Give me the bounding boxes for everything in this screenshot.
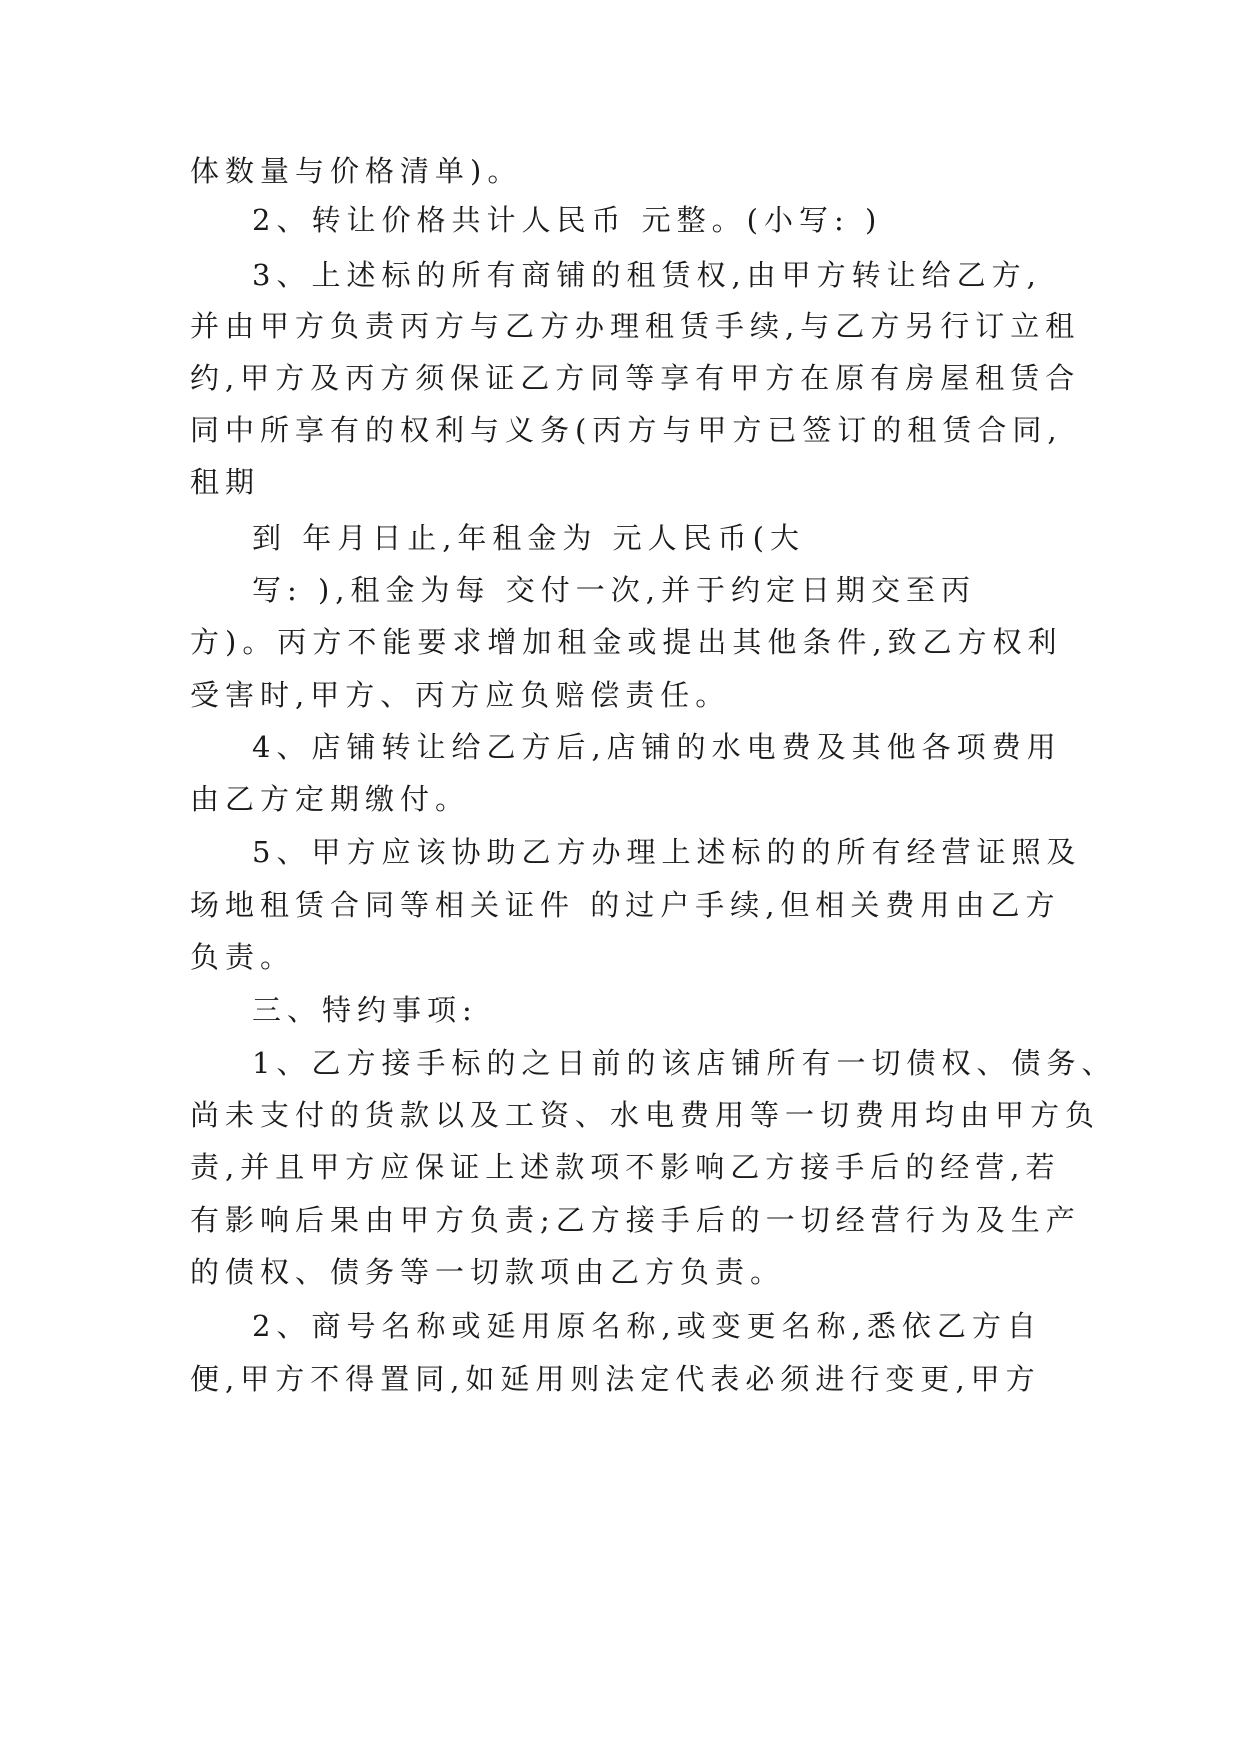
text-line: 2、商号名称或延用原名称,或变更名称,悉依乙方自 — [252, 1309, 1042, 1343]
text-line: 体数量与价格清单)。 — [190, 154, 523, 188]
text-line: 场地租赁合同等相关证件 的过户手续,但相关费用由乙方 — [190, 888, 1061, 922]
text-line: 由乙方定期缴付。 — [190, 782, 471, 816]
text-line: 租期 — [190, 465, 261, 499]
text-line: 约,甲方及丙方须保证乙方同等享有甲方在原有房屋租赁合 — [190, 361, 1081, 395]
text-line: 责,并且甲方应保证上述款项不影响乙方接手后的经营,若 — [190, 1150, 1061, 1184]
text-line: 有影响后果由甲方负责;乙方接手后的一切经营行为及生产 — [190, 1203, 1081, 1237]
text-line: 5、甲方应该协助乙方办理上述标的的所有经营证照及 — [252, 835, 1082, 869]
text-line: 写: ),租金为每 交付一次,并于约定日期交至丙 — [252, 573, 976, 607]
text-line: 并由甲方负责丙方与乙方办理租赁手续,与乙方另行订立租 — [190, 309, 1081, 343]
text-line: 便,甲方不得置同,如延用则法定代表必须进行变更,甲方 — [190, 1362, 1041, 1396]
text-line: 尚未支付的货款以及工资、水电费用等一切费用均由甲方负 — [190, 1098, 1101, 1132]
text-line: 1、乙方接手标的之日前的该店铺所有一切债权、债务、 — [252, 1046, 1117, 1080]
section-heading: 三、特约事项: — [252, 993, 478, 1027]
text-line: 受害时,甲方、丙方应负赔偿责任。 — [190, 678, 731, 712]
text-line: 3、上述标的所有商铺的租赁权,由甲方转让给乙方, — [252, 258, 1042, 292]
text-line: 2、转让价格共计人民币 元整。(小写: ) — [252, 203, 883, 237]
text-line: 同中所享有的权利与义务(丙方与甲方已签订的租赁合同, — [190, 413, 1063, 447]
text-line: 负责。 — [190, 940, 296, 974]
text-line: 到 年月日止,年租金为 元人民币(大 — [252, 521, 805, 555]
text-line: 4、店铺转让给乙方后,店铺的水电费及其他各项费用 — [252, 730, 1062, 764]
text-line: 方)。丙方不能要求增加租金或提出其他条件,致乙方权利 — [190, 625, 1063, 659]
text-line: 的债权、债务等一切款项由乙方负责。 — [190, 1255, 786, 1289]
